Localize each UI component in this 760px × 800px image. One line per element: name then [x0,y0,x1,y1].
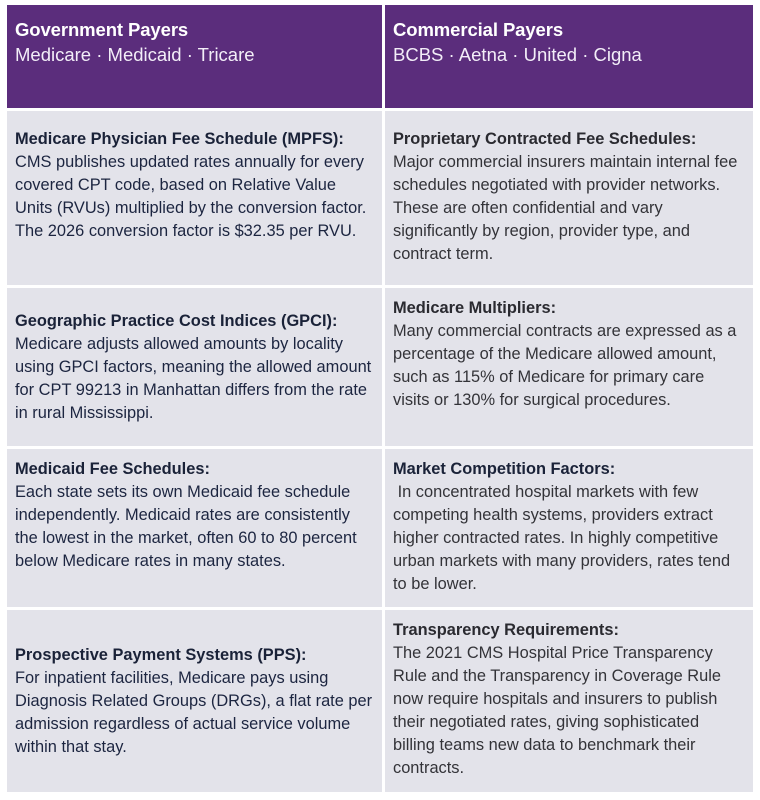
item-text: Each state sets its own Medicaid fee schedule independently. Medicaid rates are consistently the lowest in the market, often 60 to 80 percent below Medicare rates in many states. [15,483,362,570]
item-heading: Transparency Requirements: [393,621,619,639]
column-subtitle: BCBS · Aetna · United · Cigna [393,44,642,65]
item-heading: Proprietary Contracted Fee Schedules: [393,130,697,148]
item-heading: Market Competition Factors: [393,460,616,478]
item-text: For inpatient facilities, Medicare pays using Diagnosis Related Groups (DRGs), a flat rate per admission regardless of actual service volume within that stay. [15,668,377,756]
header-commercial-payers [385,5,753,108]
item-text: Medicare adjusts allowed amounts by locality using GPCI factors, meaning the allowed amount for CPT 99213 in Manhattan differs from the rate in rural Mississippi. [15,334,376,422]
cell-medicare-multipliers [385,288,753,446]
item-heading: Medicare Multipliers: [393,299,557,317]
column-subtitle: Medicare · Medicaid · Tricare [15,44,255,65]
item-text: CMS publishes updated rates annually for every covered CPT code, based on Relative Value Units (RVUs) multiplied by the conversion factor. The 2026 conversion factor is $32.35 per RVU. [15,153,371,240]
header-government-payers [7,5,382,108]
item-heading: Medicare Physician Fee Schedule (MPFS): [15,130,344,148]
cell-gpci [7,288,382,446]
item-text: The 2021 CMS Hospital Price Transparency Rule and the Transparency in Coverage Rule now require hospitals and insurers to publish their negotiated rates, giving sophisticated billing teams new data to benchmark their contracts. [393,644,726,777]
item-text: Many commercial contracts are expressed as a percentage of the Medicare allowed amount, such as 115% of Medicare for primary care visits or 130% for surgical procedures. [393,322,741,409]
column-title: Commercial Payers [393,19,564,40]
cell-market-competition [385,449,753,607]
item-heading: Prospective Payment Systems (PPS): [15,645,307,664]
cell-pps [7,610,382,792]
item-text: Major commercial insurers maintain internal fee schedules negotiated with provider networks. These are often confidential and vary significantly by region, provider type, and contract term. [393,153,742,263]
item-heading: Geographic Practice Cost Indices (GPCI): [15,311,338,330]
cell-mpfs [7,111,382,285]
cell-transparency-requirements [385,610,753,792]
item-text: In concentrated hospital markets with few competing health systems, providers extract higher contracted rates. In highly competitive urban markets with many providers, rates tend to be lower. [393,483,735,593]
payer-comparison-table [7,5,753,792]
column-title: Government Payers [15,19,189,40]
cell-medicaid-fee-schedules [7,449,382,607]
cell-proprietary-fee-schedules [385,111,753,285]
item-heading: Medicaid Fee Schedules: [15,460,210,478]
